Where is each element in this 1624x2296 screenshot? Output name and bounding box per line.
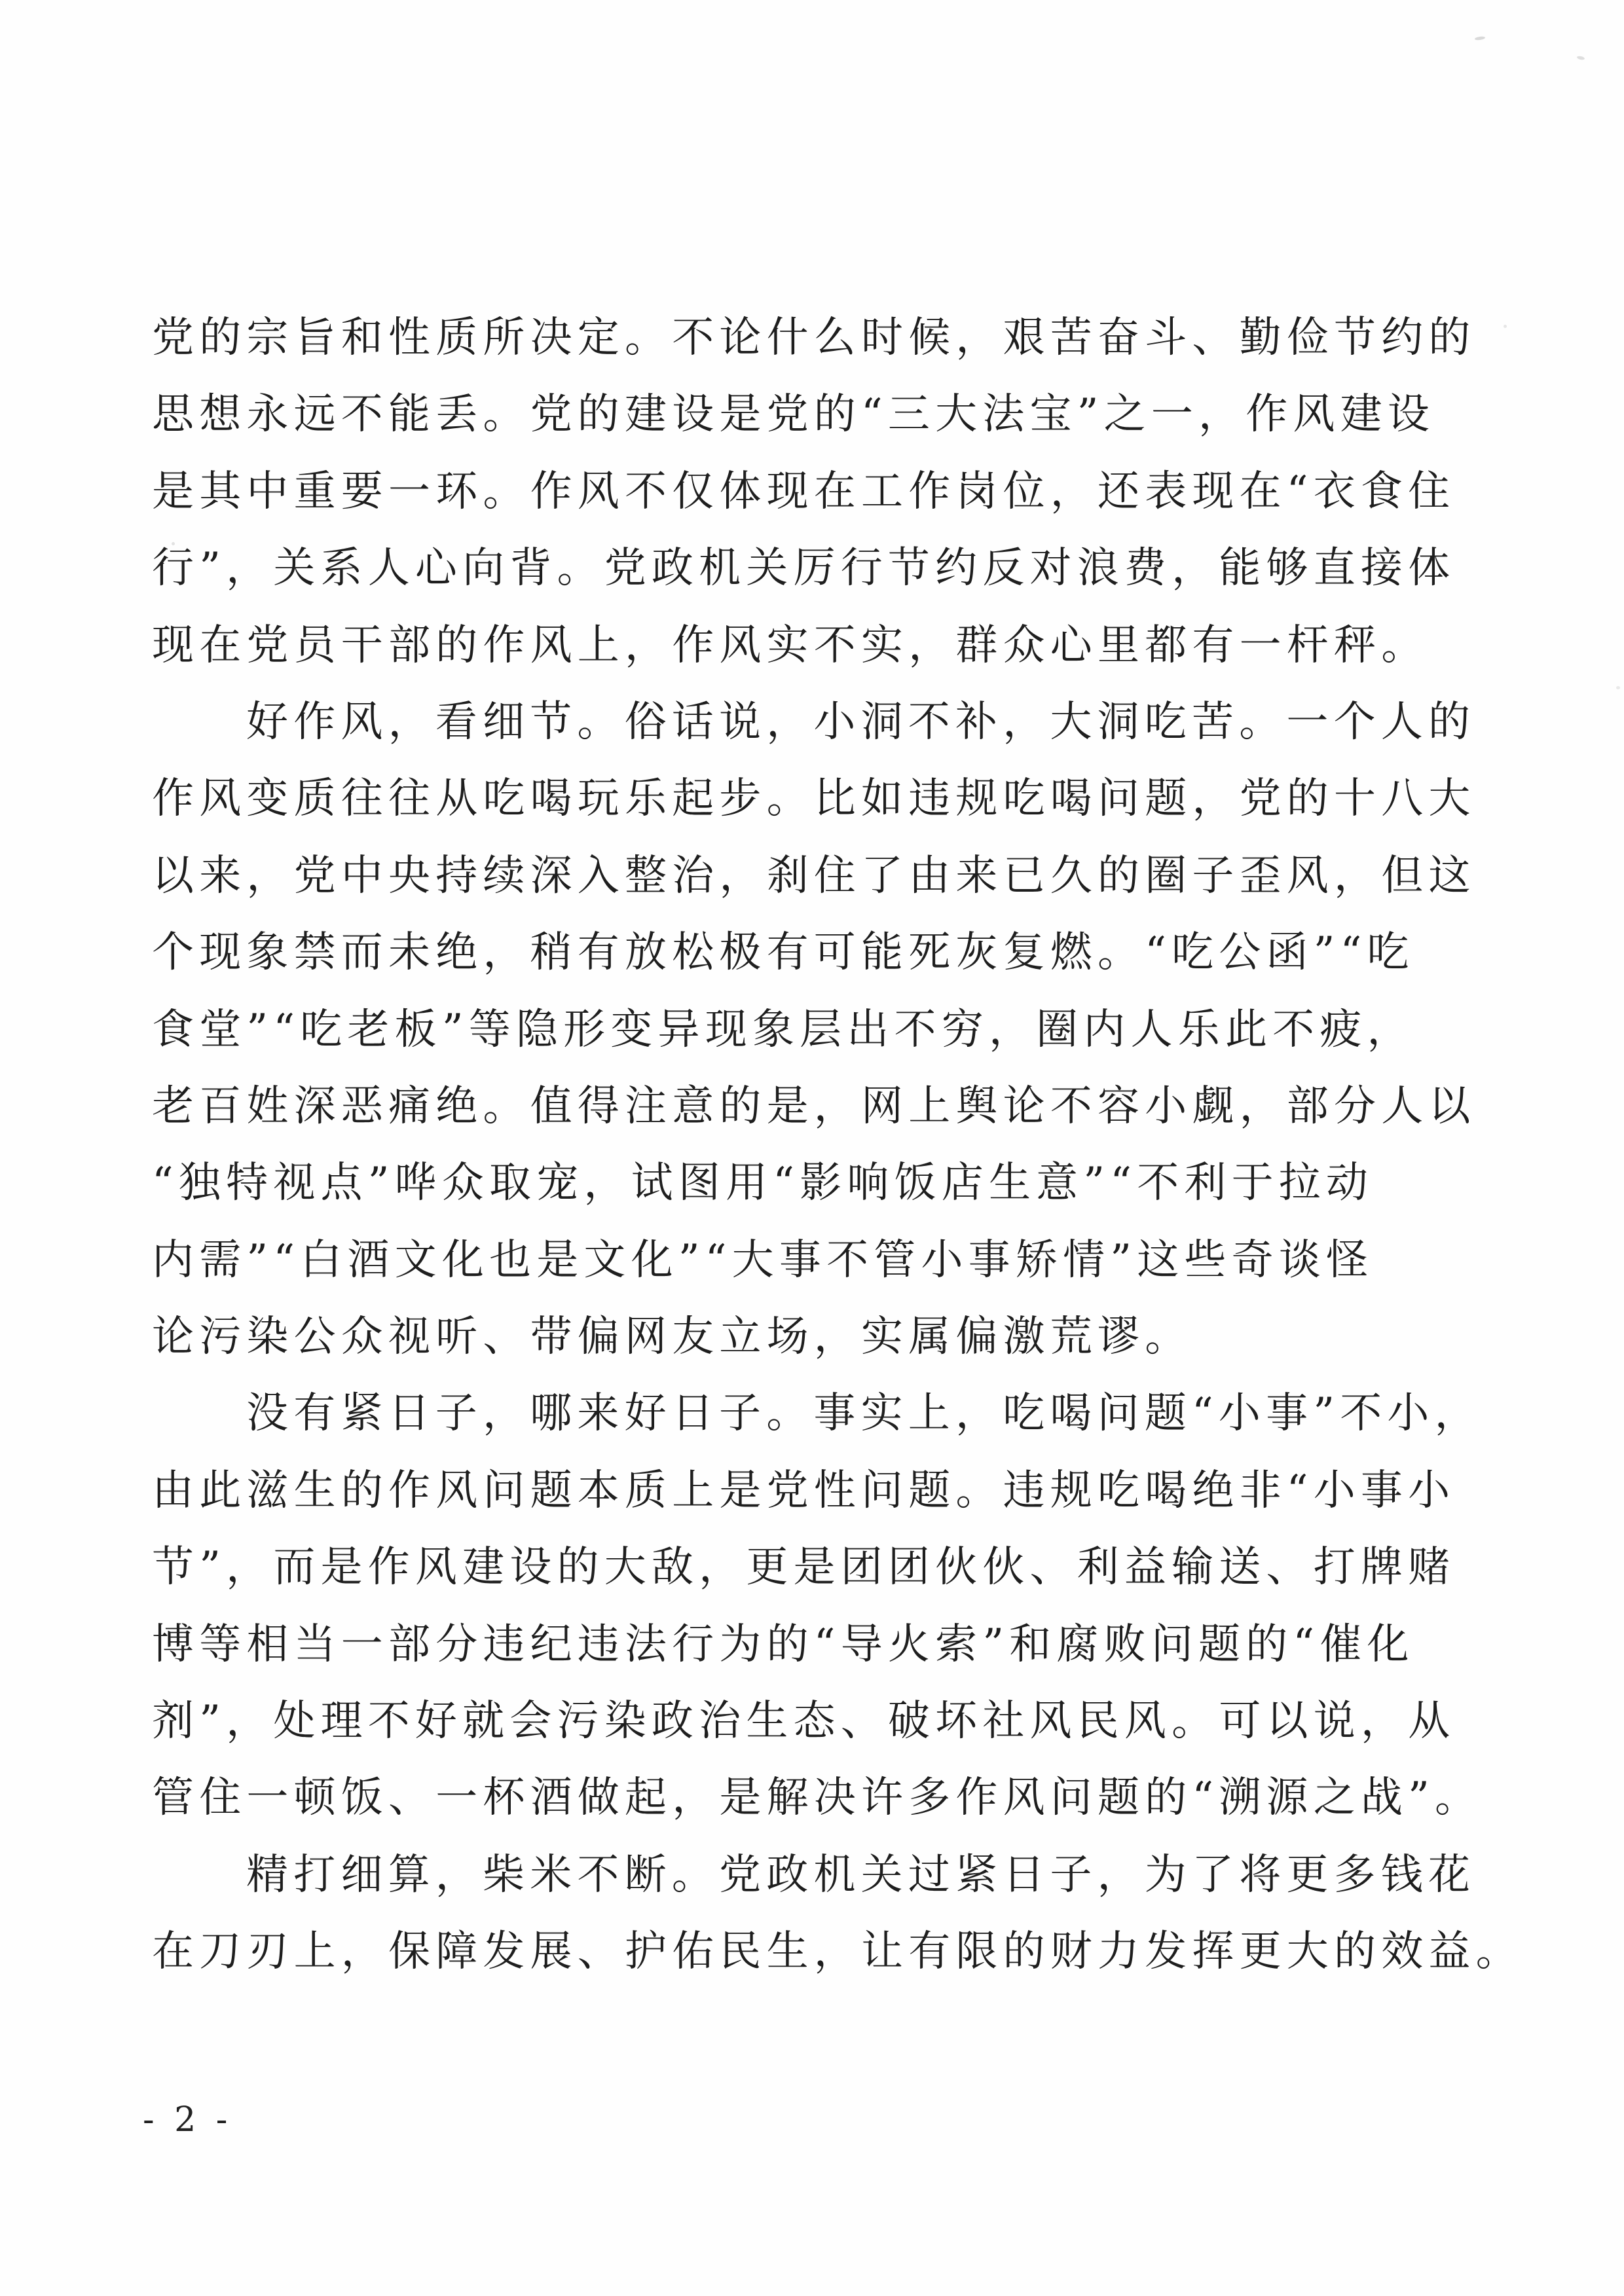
text-line: 管住一顿饭、一杯酒做起，是解决许多作风问题的“溯源之战”。 [152,1774,1483,1823]
text-line: 内需”“白酒文化也是文化”“大事不管小事矫情”这些奇谈怪 [152,1235,1374,1285]
text-line: 现在党员干部的作风上，作风实不实，群众心里都有一杆秤。 [152,621,1429,670]
text-line: 在刀刃上，保障发展、护佑民生，让有限的财力发挥更大的效益。 [152,1927,1523,1977]
page-number: - 2 - [143,2100,232,2140]
text-line: 党的宗旨和性质所决定。不论什么时候，艰苦奋斗、勤俭节约的 [152,314,1476,362]
scan-artifact [1577,56,1585,60]
text-line: 论污染公众视听、带偏网友立场，实属偏激荒谬。 [152,1313,1192,1362]
text-line: 精打细算，柴米不断。党政机关过紧日子，为了将更多钱花 [246,1850,1476,1899]
text-line: “独特视点”哗众取宠，试图用“影响饭店生意”“不利于拉动 [152,1159,1374,1208]
text-line: 老百姓深恶痛绝。值得注意的是，网上舆论不容小觑，部分人以 [152,1082,1476,1131]
text-line: 节”，而是作风建设的大敌，更是团团伙伙、利益输送、打牌赌 [152,1543,1456,1592]
text-line: 由此滋生的作风问题本质上是党性问题。违规吃喝绝非“小事小 [152,1466,1456,1515]
text-line: 剂”，处理不好就会污染政治生态、破坏社风民风。可以说，从 [152,1697,1456,1746]
text-line: 好作风，看细节。俗话说，小洞不补，大洞吃苦。一个人的 [246,697,1476,746]
text-line: 作风变质往往从吃喝玩乐起步。比如违规吃喝问题，党的十八大 [152,774,1476,824]
text-line: 个现象禁而未绝，稍有放松极有可能死灰复燃。“吃公函”“吃 [152,928,1414,977]
scan-artifact [1475,36,1486,41]
text-line: 食堂”“吃老板”等隐形变异现象层出不穷，圈内人乐此不疲， [152,1005,1414,1054]
body-text [152,300,1534,1991]
text-line: 思想永远不能丢。党的建设是党的“三大法宝”之一，作风建设 [152,390,1435,439]
text-line: 博等相当一部分违纪违法行为的“导火索”和腐败问题的“催化 [152,1620,1414,1669]
text-line: 行”，关系人心向背。党政机关厉行节约反对浪费，能够直接体 [152,544,1456,593]
text-line: 没有紧日子，哪来好日子。事实上，吃喝问题“小事”不小， [246,1389,1482,1438]
text-line: 以来，党中央持续深入整治，刹住了由来已久的圈子歪风，但这 [152,851,1476,900]
text-line: 是其中重要一环。作风不仅体现在工作岗位，还表现在“衣食住 [152,467,1456,516]
scan-artifact [1616,686,1620,689]
